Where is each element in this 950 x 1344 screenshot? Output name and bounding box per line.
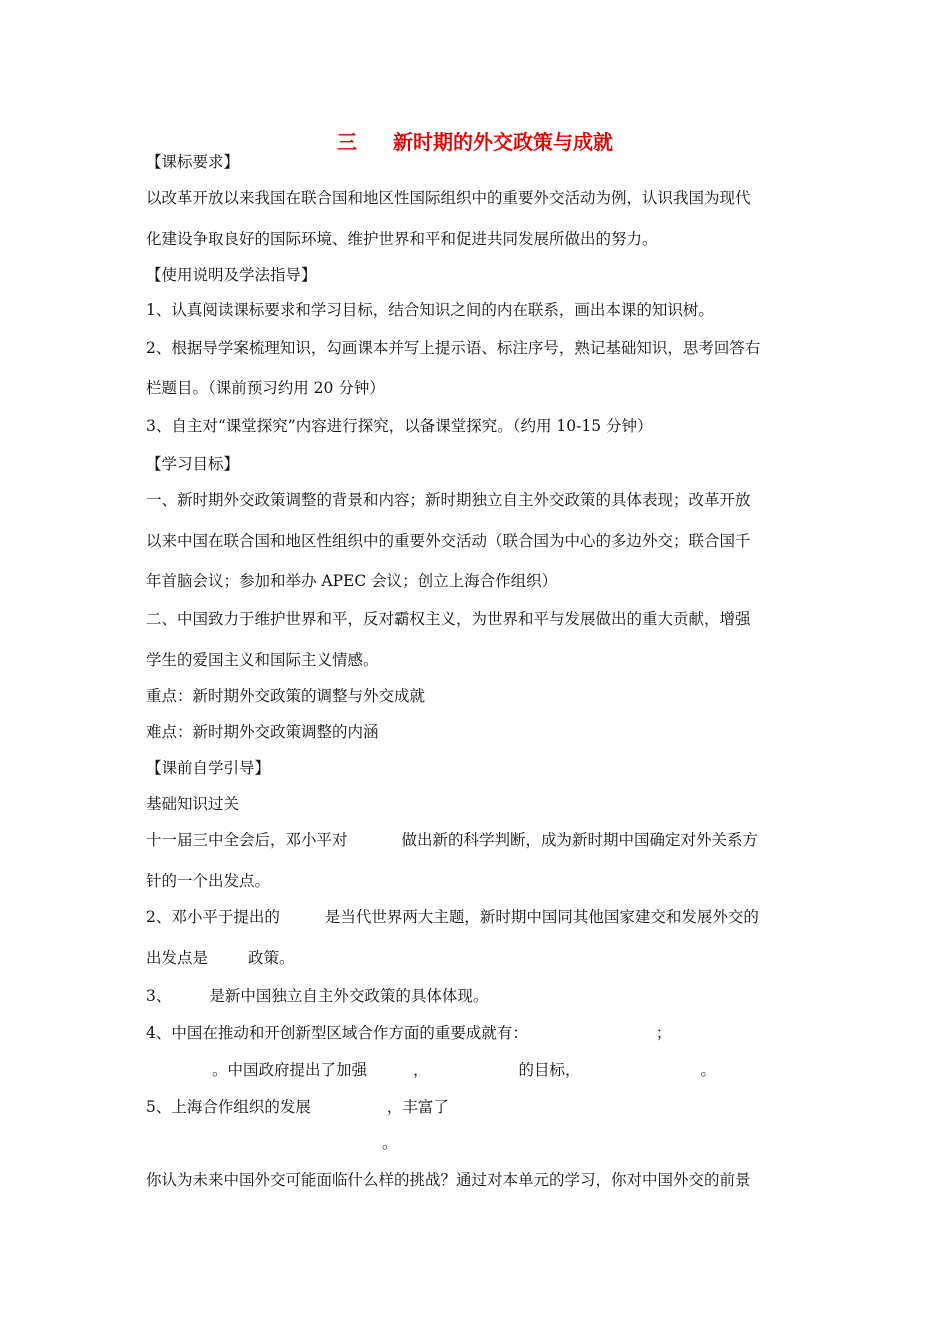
question-text: 政策。	[248, 949, 295, 967]
question-line	[146, 1097, 449, 1117]
paragraph-line: 二、中国致力于维护世界和平，反对霸权主义，为世界和平与发展做出的重大贡献，增强	[146, 610, 751, 628]
question-text: 3、	[146, 987, 172, 1005]
paragraph-line: 栏题目。（课前预习约用 20 分钟）	[146, 379, 385, 397]
question-text: ，	[413, 1061, 429, 1079]
paragraph-line: 1、认真阅读课标要求和学习目标，结合知识之间的内在联系，画出本课的知识树。	[146, 301, 714, 319]
question-line	[146, 1023, 671, 1043]
paragraph-line: 学生的爱国主义和国际主义情感。	[146, 651, 379, 669]
question-text: ；	[655, 1024, 672, 1042]
paragraph-line: 一、新时期外交政策调整的背景和内容；新时期独立自主外交政策的具体表现；改革开放	[146, 491, 751, 509]
kexian-heading: 【课前自学引导】	[146, 759, 271, 777]
paragraph-line: 3、自主对“课堂探究”内容进行探究，以备课堂探究。（约用 10-15 分钟）	[146, 417, 653, 435]
paragraph-line: 2、根据导学案梳理知识，勾画课本并写上提示语、标注序号，熟记基础知识，思考回答右	[146, 339, 761, 357]
question-text: 是新中国独立自主外交政策的具体体现。	[209, 987, 489, 1005]
question-text: 5、上海合作组织的发展	[146, 1098, 311, 1116]
paragraph-line: 以来中国在联合国和地区性组织中的重要外交活动（联合国为中心的多边外交；联合国千	[146, 532, 751, 550]
question-text: 。	[382, 1134, 398, 1152]
question-text: 出发点是	[146, 949, 209, 967]
title-text: 新时期的外交政策与成就	[393, 130, 613, 154]
key-point: 重点：新时期外交政策的调整与外交成就	[146, 687, 426, 705]
kebiao-heading: 【课标要求】	[146, 153, 240, 171]
question-text: 。中国政府提出了加强	[212, 1061, 368, 1079]
paragraph-line: 你认为未来中国外交可能面临什么样的挑战？通过对本单元的学习，你对中国外交的前景	[146, 1171, 751, 1189]
question-text: 2、邓小平于提出的	[146, 908, 280, 926]
page-title	[0, 126, 950, 155]
question-text: 十一届三中全会后，邓小平对	[146, 831, 348, 849]
title-number: 三	[337, 130, 357, 154]
question-line: 针的一个出发点。	[146, 872, 271, 890]
subheading: 基础知识过关	[146, 795, 240, 813]
question-text: 做出新的科学判断，成为新时期中国确定对外关系方	[401, 831, 759, 849]
paragraph-line: 以改革开放以来我国在联合国和地区性国际组织中的重要外交活动为例，认识我国为现代	[146, 189, 751, 207]
shiyong-heading: 【使用说明及学法指导】	[146, 266, 317, 284]
question-line	[146, 830, 758, 850]
question-line	[146, 986, 488, 1006]
paragraph-line: 化建设争取良好的国际环境、维护世界和平和促进共同发展所做出的努力。	[146, 230, 658, 248]
question-text: ，丰富了	[386, 1098, 449, 1116]
question-line	[146, 948, 295, 968]
question-text: 4、中国在推动和开创新型区域合作方面的重要成就有：	[146, 1024, 528, 1042]
question-line	[146, 1060, 716, 1080]
question-text: 。	[700, 1061, 717, 1079]
question-text: 的目标，	[518, 1061, 581, 1079]
difficult-point: 难点：新时期外交政策调整的内涵	[146, 723, 379, 741]
mubiao-heading: 【学习目标】	[146, 455, 240, 473]
question-text: 是当代世界两大主题，新时期中国同其他国家建交和发展外交的	[324, 908, 759, 926]
paragraph-line: 年首脑会议；参加和举办 APEC 会议；创立上海合作组织）	[146, 572, 558, 590]
question-line	[146, 907, 759, 927]
question-line	[146, 1133, 398, 1153]
